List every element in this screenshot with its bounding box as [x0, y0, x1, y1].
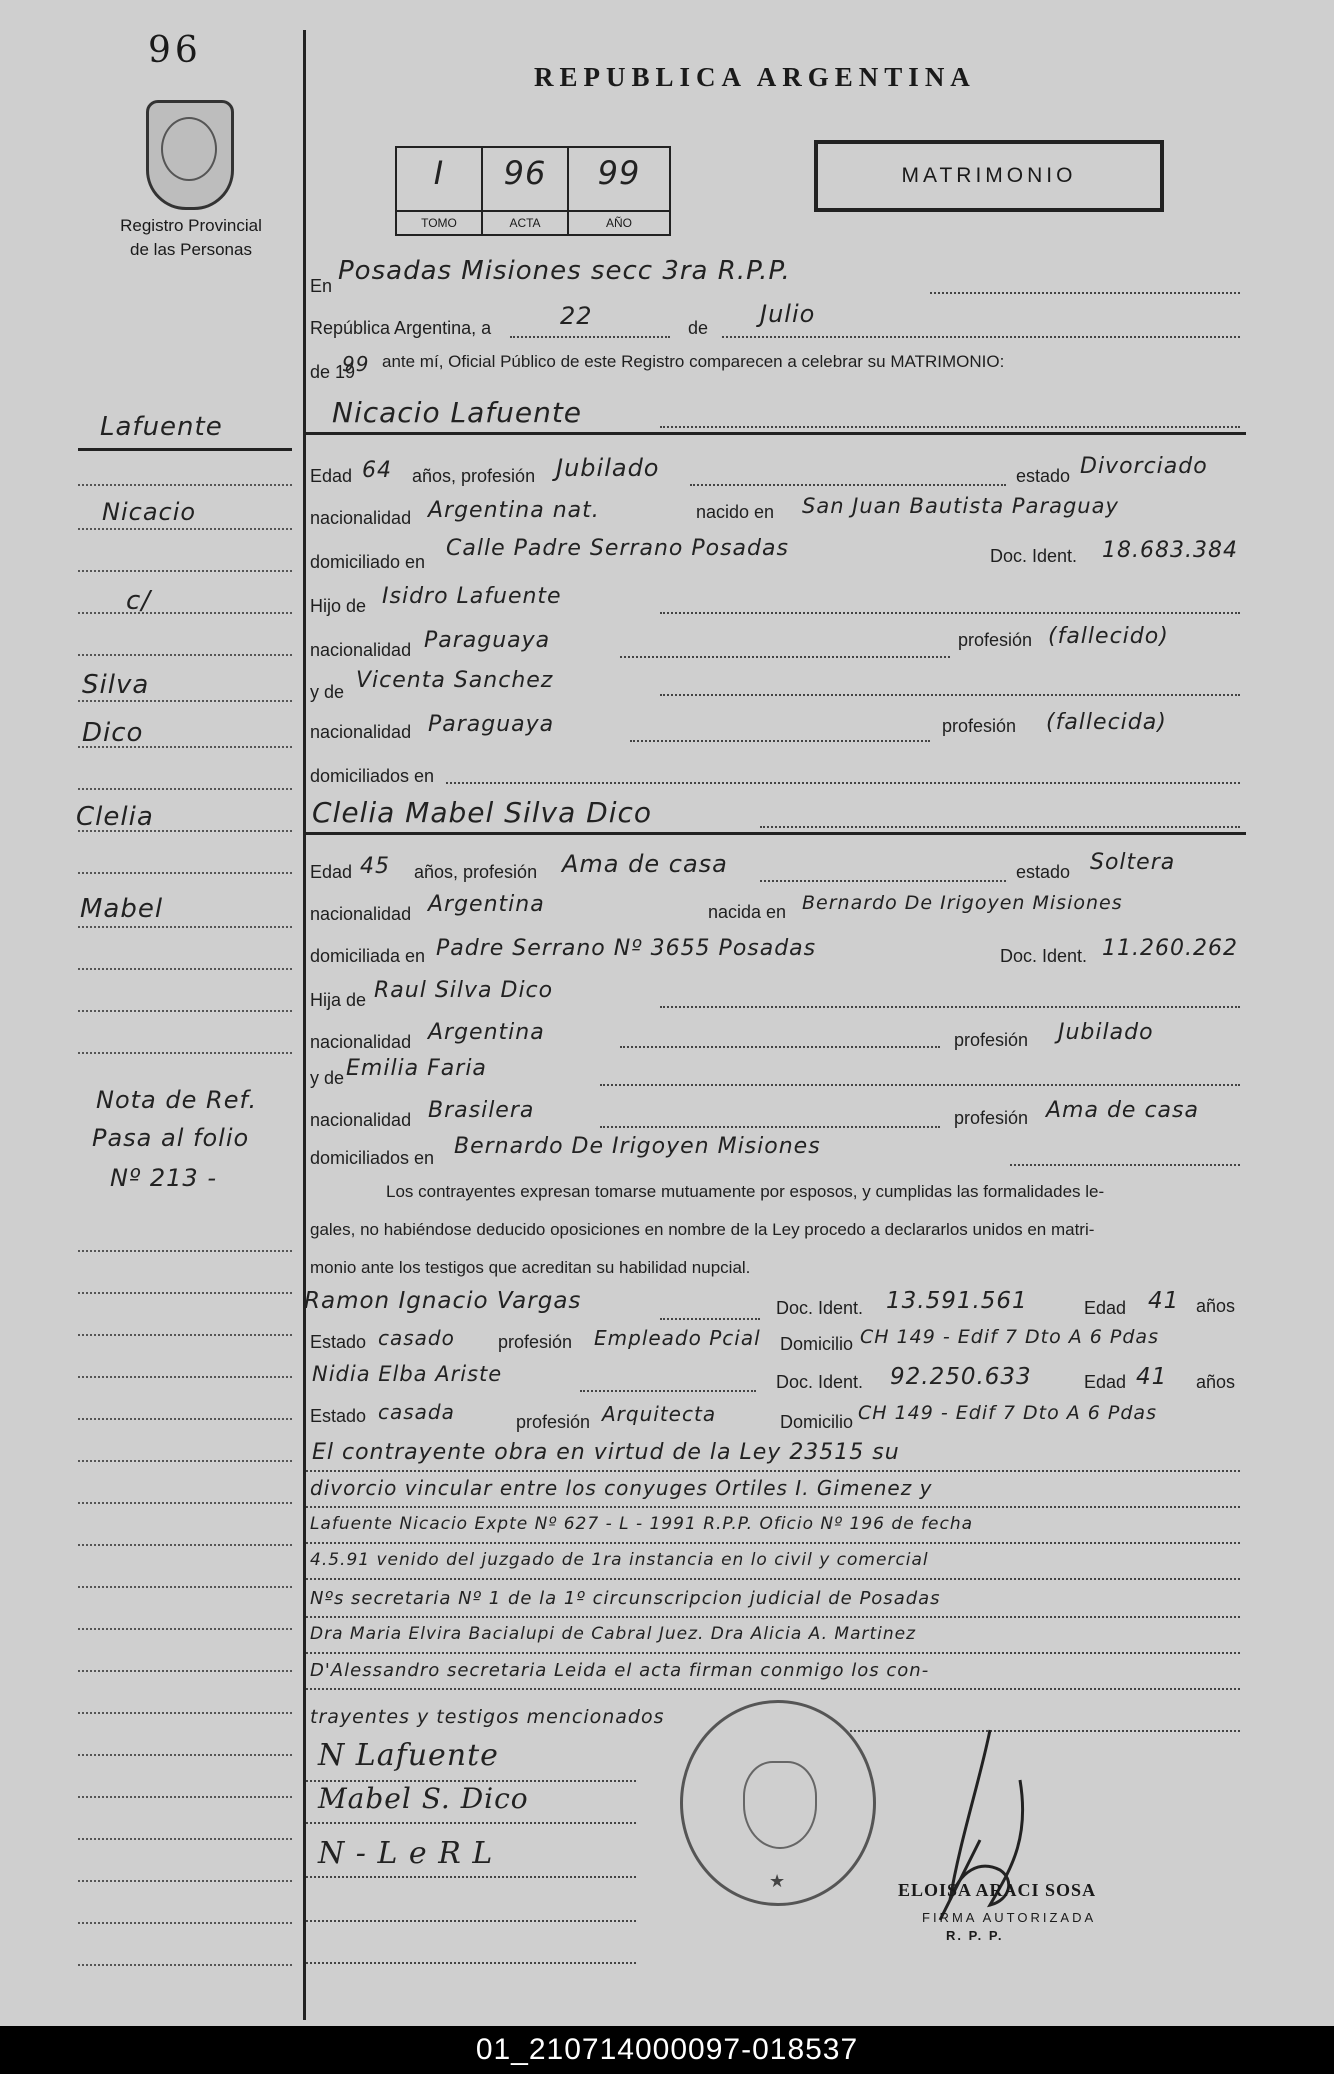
- groom-father-profession: (fallecido): [1048, 624, 1169, 649]
- bride-doc: 11.260.262: [1102, 936, 1238, 961]
- label-anos-witness2: años: [1196, 1372, 1236, 1392]
- label-doc-groom: Doc. Ident.: [990, 546, 1078, 566]
- label-profesion-witness1: profesión: [498, 1332, 573, 1352]
- groom-profession: Jubilado: [556, 454, 660, 482]
- label-nacionalidad-groom-father: nacionalidad: [310, 640, 412, 660]
- note-line5: Nºs secretaria Nº 1 de la 1º circunscripcion judicial de Posadas: [310, 1588, 941, 1609]
- witness2-doc: 92.250.633: [890, 1364, 1032, 1390]
- label-anos-profesion-groom: años, profesión: [412, 466, 536, 486]
- label-profesion-witness2: profesión: [516, 1412, 591, 1432]
- official-signature-icon: [920, 1720, 1070, 1940]
- label-estado-witness1: Estado: [310, 1332, 367, 1352]
- margin-note-line1: Nota de Ref.: [96, 1086, 258, 1114]
- label-nacionalidad-groom: nacionalidad: [310, 508, 412, 528]
- label-profesion-groom-father: profesión: [958, 630, 1033, 650]
- label-profesion-bride-mother: profesión: [954, 1108, 1029, 1128]
- signature-witness: N - L e R L: [318, 1836, 494, 1871]
- note-line4: 4.5.91 venido del juzgado de 1ra instancia en lo civil y comercial: [310, 1550, 929, 1570]
- label-nacionalidad-bride-mother: nacionalidad: [310, 1110, 412, 1130]
- note-line7: D'Alessandro secretaria Leida el acta firman conmigo los con-: [310, 1660, 930, 1681]
- witness1-age: 41: [1148, 1288, 1180, 1314]
- groom-mother-nationality: Paraguaya: [428, 712, 555, 737]
- label-edad-witness1: Edad: [1084, 1298, 1127, 1318]
- bride-parents-address: Bernardo De Irigoyen Misiones: [454, 1134, 821, 1159]
- groom-mother: Vicenta Sanchez: [356, 668, 554, 693]
- reference-table: [395, 146, 671, 236]
- place: Posadas Misiones secc 3ra R.P.P.: [338, 256, 791, 286]
- bride-name: Clelia Mabel Silva Dico: [312, 796, 652, 829]
- margin-surname3: Dico: [82, 718, 144, 748]
- margin-name: Nicacio: [102, 498, 197, 526]
- label-domiciliado-en: domiciliado en: [310, 552, 426, 572]
- note-line8: trayentes y testigos mencionados: [310, 1706, 665, 1728]
- witness2-name: Nidia Elba Ariste: [312, 1362, 503, 1386]
- official-seal-icon: ★: [680, 1700, 876, 1906]
- margin-note-line2: Pasa al folio: [92, 1124, 250, 1152]
- label-en: En: [310, 276, 333, 296]
- bride-father-profession: Jubilado: [1058, 1020, 1154, 1045]
- label-nacida-en: nacida en: [708, 902, 787, 922]
- label-de-19: de 19: [310, 362, 356, 382]
- groom-name: Nicacio Lafuente: [332, 396, 583, 429]
- label-anos-profesion-bride: años, profesión: [414, 862, 538, 882]
- label-edad-bride: Edad: [310, 862, 353, 882]
- matrimonio-box: MATRIMONIO: [814, 140, 1164, 212]
- bride-father-nationality: Argentina: [428, 1020, 545, 1045]
- note-line2: divorcio vincular entre los conyuges Ortiles I. Gimenez y: [310, 1476, 933, 1500]
- bride-address: Padre Serrano Nº 3655 Posadas: [436, 936, 817, 961]
- margin-name3: Mabel: [80, 894, 164, 924]
- acta-label: ACTA: [483, 210, 567, 234]
- bride-father: Raul Silva Dico: [374, 978, 554, 1003]
- groom-father: Isidro Lafuente: [382, 584, 562, 609]
- witness1-address: CH 149 - Edif 7 Dto A 6 Pdas: [860, 1326, 1159, 1348]
- witness2-age: 41: [1136, 1364, 1168, 1390]
- ano-cell: [569, 148, 669, 234]
- registry-name-line1: Registro Provincial: [120, 216, 262, 235]
- registry-name-line2: de las Personas: [130, 240, 252, 259]
- label-profesion-bride-father: profesión: [954, 1030, 1029, 1050]
- label-estado-witness2: Estado: [310, 1406, 367, 1426]
- groom-birthplace: San Juan Bautista Paraguay: [802, 494, 1119, 518]
- margin-name2: Clelia: [76, 802, 154, 832]
- groom-address: Calle Padre Serrano Posadas: [446, 536, 789, 561]
- acta-value: 96: [503, 154, 547, 192]
- label-profesion-groom-mother: profesión: [942, 716, 1017, 736]
- margin-surname2: Silva: [82, 670, 150, 700]
- note-line6: Dra Maria Elvira Bacialupi de Cabral Juez. Dra Alicia A. Martinez: [310, 1624, 917, 1644]
- tomo-cell: [397, 148, 483, 234]
- label-nacionalidad-bride-father: nacionalidad: [310, 1032, 412, 1052]
- signature-groom: N Lafuente: [318, 1738, 499, 1773]
- label-estado-bride: estado: [1016, 862, 1071, 882]
- label-doc-bride: Doc. Ident.: [1000, 946, 1088, 966]
- document-id-footer: 01_210714000097-018537: [0, 2026, 1334, 2074]
- label-y-de-groom: y de: [310, 682, 345, 702]
- groom-mother-profession: (fallecida): [1046, 710, 1167, 735]
- bride-nationality: Argentina: [428, 892, 545, 917]
- witness2-profession: Arquitecta: [602, 1402, 717, 1426]
- day: 22: [560, 302, 593, 330]
- label-ante: ante mí, Oficial Público de este Registro comparecen a celebrar su MATRIMONIO:: [382, 352, 1005, 371]
- label-republica: República Argentina, a: [310, 318, 492, 338]
- tomo-label: TOMO: [397, 210, 481, 234]
- groom-age: 64: [362, 458, 392, 483]
- groom-doc: 18.683.384: [1102, 538, 1238, 563]
- label-hijo-de: Hijo de: [310, 596, 367, 616]
- coat-of-arms-icon: [146, 100, 234, 210]
- official-name: ELOISA ARACI SOSA: [898, 1880, 1097, 1900]
- witness1-profession: Empleado Pcial: [594, 1326, 761, 1350]
- page-number: 96: [148, 30, 202, 71]
- witness2-status: casada: [378, 1400, 455, 1424]
- acta-cell: [483, 148, 569, 234]
- label-doc-witness2: Doc. Ident.: [776, 1372, 864, 1392]
- witness2-address: CH 149 - Edif 7 Dto A 6 Pdas: [858, 1402, 1157, 1424]
- label-domiciliados-en-bride: domiciliados en: [310, 1148, 435, 1168]
- bride-profession: Ama de casa: [562, 850, 728, 878]
- label-doc-witness1: Doc. Ident.: [776, 1298, 864, 1318]
- label-domicilio-witness1: Domicilio: [780, 1334, 854, 1354]
- witness1-status: casado: [378, 1326, 455, 1350]
- label-de: de: [688, 318, 709, 338]
- label-nacionalidad-groom-mother: nacionalidad: [310, 722, 412, 742]
- margin-divider: [303, 30, 306, 2020]
- margin-note-line3: Nº 213 -: [110, 1164, 217, 1192]
- bride-status: Soltera: [1090, 850, 1176, 875]
- official-title: FIRMA AUTORIZADA: [922, 1910, 1097, 1925]
- ano-value: 99: [597, 154, 641, 192]
- margin-surname: Lafuente: [100, 412, 223, 442]
- bride-birthplace: Bernardo De Irigoyen Misiones: [802, 892, 1123, 914]
- tomo-value: I: [433, 154, 445, 192]
- statement-line1: Los contrayentes expresan tomarse mutuamente por esposos, y cumplidas las formalidades le-: [386, 1182, 1105, 1201]
- label-domicilio-witness2: Domicilio: [780, 1412, 854, 1432]
- statement-line3: monio ante los testigos que acreditan su habilidad nupcial.: [310, 1258, 751, 1277]
- bride-mother-profession: Ama de casa: [1046, 1098, 1199, 1123]
- groom-status: Divorciado: [1080, 454, 1208, 479]
- margin-conjunction: c/: [126, 586, 152, 616]
- label-hija-de: Hija de: [310, 990, 367, 1010]
- year: 99: [342, 352, 370, 376]
- groom-father-nationality: Paraguaya: [424, 628, 551, 653]
- label-anos-witness1: años: [1196, 1296, 1236, 1316]
- official-initials: R. P. P.: [946, 1928, 1004, 1943]
- groom-nationality: Argentina nat.: [428, 498, 600, 523]
- country-title: REPUBLICA ARGENTINA: [534, 62, 976, 92]
- month: Julio: [760, 300, 816, 328]
- label-domiciliada-en: domiciliada en: [310, 946, 426, 966]
- bride-mother-nationality: Brasilera: [428, 1098, 535, 1123]
- bride-age: 45: [360, 854, 390, 879]
- label-domiciliados-en-groom: domiciliados en: [310, 766, 435, 786]
- witness1-doc: 13.591.561: [886, 1288, 1028, 1314]
- label-nacido-en: nacido en: [696, 502, 775, 522]
- bride-mother: Emilia Faria: [346, 1056, 487, 1081]
- statement-line2: gales, no habiéndose deducido oposiciones en nombre de la Ley procedo a declararlos unidos en matri-: [310, 1220, 1095, 1239]
- label-nacionalidad-bride: nacionalidad: [310, 904, 412, 924]
- label-estado-groom: estado: [1016, 466, 1071, 486]
- ano-label: AÑO: [569, 210, 669, 234]
- label-edad-groom: Edad: [310, 466, 353, 486]
- label-edad-witness2: Edad: [1084, 1372, 1127, 1392]
- note-line1: El contrayente obra en virtud de la Ley 23515 su: [312, 1440, 900, 1465]
- label-y-de-bride: y de: [310, 1068, 345, 1088]
- note-line3: Lafuente Nicacio Expte Nº 627 - L - 1991 R.P.P. Oficio Nº 196 de fecha: [310, 1514, 974, 1534]
- witness1-name: Ramon Ignacio Vargas: [304, 1288, 582, 1314]
- signature-bride: Mabel S. Dico: [318, 1782, 529, 1815]
